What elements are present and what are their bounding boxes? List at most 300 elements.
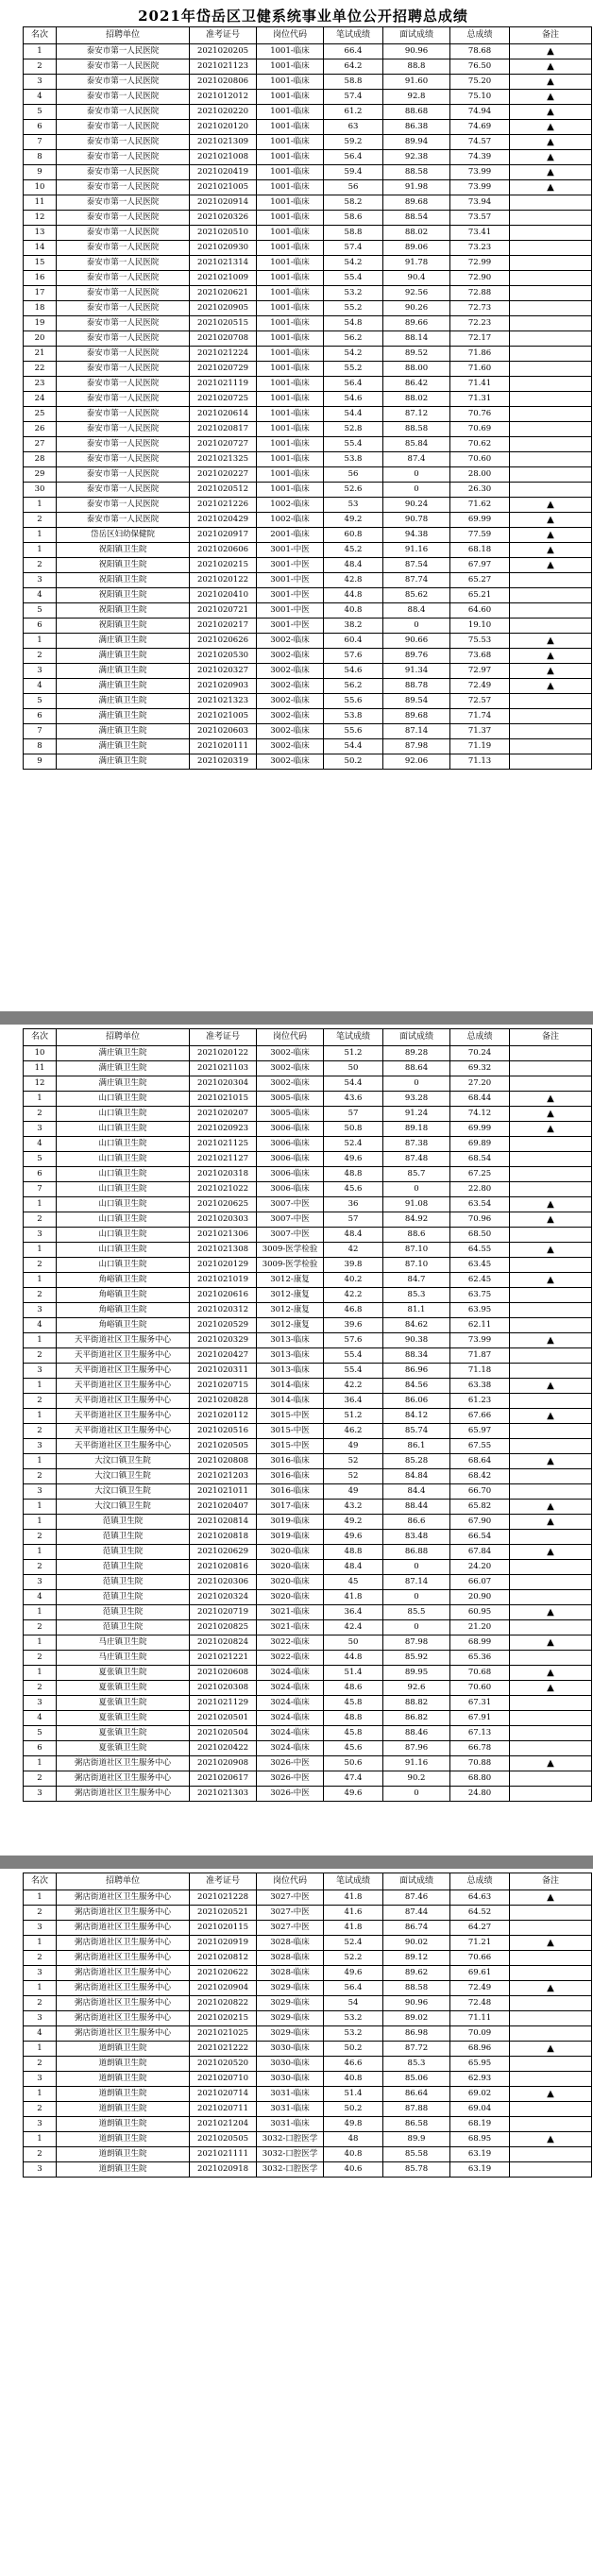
cell-rank: 1 xyxy=(24,1409,57,1424)
cell-unit: 泰安市第一人民医院 xyxy=(57,467,190,483)
cell-ticket-no: 2021021222 xyxy=(190,2042,257,2057)
cell-unit: 山口镇卫生院 xyxy=(57,1228,190,1243)
cell-interview-score: 89.66 xyxy=(383,316,450,331)
hired-mark-icon: ▲ xyxy=(510,105,592,120)
cell-written-score: 48.8 xyxy=(324,1545,383,1560)
cell-total-score: 69.99 xyxy=(450,1122,510,1137)
cell-interview-score: 87.54 xyxy=(383,558,450,573)
cell-rank: 6 xyxy=(24,1167,57,1182)
table-row xyxy=(24,256,592,271)
cell-interview-score: 94.38 xyxy=(383,528,450,543)
cell-ticket-no: 2021020710 xyxy=(190,2072,257,2087)
cell-total-score: 69.99 xyxy=(450,513,510,528)
cell-interview-score: 87.46 xyxy=(383,1890,450,1906)
cell-post-code: 3002-临床 xyxy=(257,1076,324,1092)
cell-unit: 道朗镇卫生院 xyxy=(57,2132,190,2147)
cell-written-score: 46.6 xyxy=(324,2057,383,2072)
cell-written-score: 55.6 xyxy=(324,724,383,739)
cell-written-score: 49.6 xyxy=(324,1152,383,1167)
cell-written-score: 42 xyxy=(324,1243,383,1258)
cell-remark xyxy=(510,286,592,301)
cell-ticket-no: 2021020917 xyxy=(190,528,257,543)
cell-unit: 粥店街道社区卫生服务中心 xyxy=(57,1951,190,1966)
cell-post-code: 3028-临床 xyxy=(257,1966,324,1981)
cell-written-score: 49.2 xyxy=(324,513,383,528)
cell-interview-score: 0 xyxy=(383,619,450,634)
cell-interview-score: 0 xyxy=(383,1620,450,1635)
cell-written-score: 54.4 xyxy=(324,1076,383,1092)
hired-mark-icon: ▲ xyxy=(510,1122,592,1137)
cell-written-score: 53.8 xyxy=(324,709,383,724)
table-row xyxy=(24,1364,592,1379)
cell-total-score: 72.88 xyxy=(450,286,510,301)
cell-unit: 夏张镇卫生院 xyxy=(57,1711,190,1726)
cell-rank: 3 xyxy=(24,1484,57,1500)
cell-ticket-no: 2021020530 xyxy=(190,649,257,664)
cell-rank: 6 xyxy=(24,709,57,724)
cell-ticket-no: 2021020818 xyxy=(190,1530,257,1545)
cell-written-score: 57 xyxy=(324,1107,383,1122)
cell-post-code: 1001-临床 xyxy=(257,437,324,452)
cell-total-score: 63.45 xyxy=(450,1258,510,1273)
cell-ticket-no: 2021020521 xyxy=(190,1906,257,1921)
cell-ticket-no: 2021020419 xyxy=(190,165,257,180)
cell-post-code: 2001-临床 xyxy=(257,528,324,543)
column-header-remark: 备注 xyxy=(510,27,592,44)
cell-ticket-no: 2021021226 xyxy=(190,498,257,513)
cell-post-code: 3016-临床 xyxy=(257,1484,324,1500)
table-row xyxy=(24,165,592,180)
hired-mark-icon: ▲ xyxy=(510,150,592,165)
cell-unit: 满庄镇卫生院 xyxy=(57,1076,190,1092)
hired-mark-icon: ▲ xyxy=(510,1605,592,1620)
cell-total-score: 74.12 xyxy=(450,1107,510,1122)
cell-unit: 山口镇卫生院 xyxy=(57,1092,190,1107)
table-row xyxy=(24,1333,592,1348)
cell-unit: 泰安市第一人民医院 xyxy=(57,392,190,407)
cell-ticket-no: 2021020806 xyxy=(190,75,257,90)
cell-rank: 5 xyxy=(24,1726,57,1741)
cell-total-score: 72.23 xyxy=(450,316,510,331)
cell-unit: 泰安市第一人民医院 xyxy=(57,105,190,120)
cell-interview-score: 88.58 xyxy=(383,165,450,180)
cell-unit: 祝阳镇卫生院 xyxy=(57,588,190,603)
table-row xyxy=(24,195,592,211)
cell-ticket-no: 2021020429 xyxy=(190,513,257,528)
cell-unit: 夏张镇卫生院 xyxy=(57,1696,190,1711)
cell-ticket-no: 2021020715 xyxy=(190,1379,257,1394)
cell-rank: 10 xyxy=(24,180,57,195)
cell-interview-score: 88.02 xyxy=(383,392,450,407)
cell-interview-score: 88.34 xyxy=(383,1348,450,1364)
cell-total-score: 71.41 xyxy=(450,377,510,392)
cell-unit: 山口镇卫生院 xyxy=(57,1152,190,1167)
cell-ticket-no: 2021020410 xyxy=(190,588,257,603)
cell-rank: 1 xyxy=(24,2132,57,2147)
cell-total-score: 67.66 xyxy=(450,1409,510,1424)
cell-written-score: 64.2 xyxy=(324,59,383,75)
cell-rank: 14 xyxy=(24,241,57,256)
cell-total-score: 66.70 xyxy=(450,1484,510,1500)
cell-interview-score: 91.60 xyxy=(383,75,450,90)
cell-post-code: 3020-临床 xyxy=(257,1575,324,1590)
cell-post-code: 3002-临床 xyxy=(257,1061,324,1076)
cell-remark xyxy=(510,2011,592,2026)
cell-rank: 7 xyxy=(24,135,57,150)
hired-mark-icon: ▲ xyxy=(510,2042,592,2057)
cell-written-score: 53.2 xyxy=(324,2026,383,2042)
table-row xyxy=(24,1515,592,1530)
cell-total-score: 74.57 xyxy=(450,135,510,150)
cell-unit: 泰安市第一人民医院 xyxy=(57,256,190,271)
cell-interview-score: 90.96 xyxy=(383,44,450,59)
cell-written-score: 53.8 xyxy=(324,452,383,467)
cell-rank: 3 xyxy=(24,664,57,679)
cell-rank: 15 xyxy=(24,256,57,271)
cell-remark xyxy=(510,1996,592,2011)
table-row xyxy=(24,1890,592,1906)
cell-post-code: 3001-中医 xyxy=(257,543,324,558)
results-page-2 xyxy=(23,1028,584,1802)
cell-post-code: 1001-临床 xyxy=(257,44,324,59)
cell-remark xyxy=(510,1348,592,1364)
cell-interview-score: 81.1 xyxy=(383,1303,450,1318)
cell-ticket-no: 2021020617 xyxy=(190,1771,257,1787)
cell-total-score: 68.19 xyxy=(450,2117,510,2132)
cell-ticket-no: 2021021325 xyxy=(190,452,257,467)
table-row xyxy=(24,1620,592,1635)
cell-rank: 1 xyxy=(24,634,57,649)
cell-remark xyxy=(510,1651,592,1666)
cell-interview-score: 90.4 xyxy=(383,271,450,286)
cell-interview-score: 88.44 xyxy=(383,1500,450,1515)
cell-post-code: 3015-中医 xyxy=(257,1439,324,1454)
cell-post-code: 3026-中医 xyxy=(257,1756,324,1771)
cell-ticket-no: 2021021011 xyxy=(190,1484,257,1500)
hired-mark-icon: ▲ xyxy=(510,44,592,59)
cell-total-score: 72.49 xyxy=(450,679,510,694)
cell-rank: 16 xyxy=(24,271,57,286)
cell-total-score: 73.94 xyxy=(450,195,510,211)
cell-unit: 道朗镇卫生院 xyxy=(57,2072,190,2087)
cell-total-score: 71.62 xyxy=(450,498,510,513)
cell-ticket-no: 2021020606 xyxy=(190,543,257,558)
cell-remark xyxy=(510,754,592,770)
cell-written-score: 45.6 xyxy=(324,1182,383,1197)
cell-unit: 角峪镇卫生院 xyxy=(57,1288,190,1303)
cell-interview-score: 87.38 xyxy=(383,1137,450,1152)
cell-interview-score: 91.08 xyxy=(383,1197,450,1212)
table-row xyxy=(24,437,592,452)
hired-mark-icon: ▲ xyxy=(510,558,592,573)
cell-written-score: 54.4 xyxy=(324,407,383,422)
cell-total-score: 72.90 xyxy=(450,271,510,286)
cell-ticket-no: 2021020608 xyxy=(190,1666,257,1681)
cell-ticket-no: 2021021008 xyxy=(190,150,257,165)
cell-written-score: 41.8 xyxy=(324,1890,383,1906)
cell-rank: 6 xyxy=(24,120,57,135)
cell-written-score: 59.4 xyxy=(324,165,383,180)
cell-written-score: 55.4 xyxy=(324,1348,383,1364)
cell-written-score: 52.2 xyxy=(324,1951,383,1966)
cell-written-score: 41.8 xyxy=(324,1590,383,1605)
cell-remark xyxy=(510,739,592,754)
results-page-3 xyxy=(23,1873,584,2178)
cell-remark xyxy=(510,256,592,271)
cell-ticket-no: 2021020903 xyxy=(190,679,257,694)
table-row xyxy=(24,528,592,543)
cell-interview-score: 88.46 xyxy=(383,1726,450,1741)
column-header-written-score: 笔试成绩 xyxy=(324,27,383,44)
cell-post-code: 3012-康复 xyxy=(257,1273,324,1288)
hired-mark-icon: ▲ xyxy=(510,1515,592,1530)
cell-interview-score: 84.12 xyxy=(383,1409,450,1424)
cell-rank: 3 xyxy=(24,1696,57,1711)
cell-unit: 天平街道社区卫生服务中心 xyxy=(57,1333,190,1348)
cell-rank: 5 xyxy=(24,105,57,120)
table-row xyxy=(24,1469,592,1484)
cell-unit: 满庄镇卫生院 xyxy=(57,664,190,679)
cell-interview-score: 91.78 xyxy=(383,256,450,271)
cell-written-score: 49.2 xyxy=(324,1515,383,1530)
cell-rank: 8 xyxy=(24,739,57,754)
cell-unit: 满庄镇卫生院 xyxy=(57,754,190,770)
cell-written-score: 36.4 xyxy=(324,1605,383,1620)
cell-post-code: 3019-临床 xyxy=(257,1530,324,1545)
cell-interview-score: 88.8 xyxy=(383,59,450,75)
cell-remark xyxy=(510,1696,592,1711)
table-row xyxy=(24,59,592,75)
cell-written-score: 58.6 xyxy=(324,211,383,226)
cell-written-score: 63 xyxy=(324,120,383,135)
cell-written-score: 51.4 xyxy=(324,1666,383,1681)
cell-post-code: 3007-中医 xyxy=(257,1228,324,1243)
cell-total-score: 24.80 xyxy=(450,1787,510,1802)
column-header-total-score: 总成绩 xyxy=(450,1873,510,1890)
cell-ticket-no: 2021020501 xyxy=(190,1711,257,1726)
cell-total-score: 67.97 xyxy=(450,558,510,573)
cell-unit: 泰安市第一人民医院 xyxy=(57,407,190,422)
cell-post-code: 1001-临床 xyxy=(257,377,324,392)
cell-ticket-no: 2021020329 xyxy=(190,1333,257,1348)
cell-written-score: 52 xyxy=(324,1454,383,1469)
cell-post-code: 3020-临床 xyxy=(257,1590,324,1605)
cell-rank: 3 xyxy=(24,1966,57,1981)
cell-remark xyxy=(510,709,592,724)
cell-remark xyxy=(510,1771,592,1787)
cell-rank: 1 xyxy=(24,1197,57,1212)
cell-total-score: 68.95 xyxy=(450,2132,510,2147)
cell-rank: 21 xyxy=(24,347,57,362)
hired-mark-icon: ▲ xyxy=(510,513,592,528)
cell-post-code: 1001-临床 xyxy=(257,407,324,422)
cell-written-score: 48.6 xyxy=(324,1681,383,1696)
table-row xyxy=(24,347,592,362)
cell-interview-score: 89.54 xyxy=(383,694,450,709)
cell-written-score: 58.8 xyxy=(324,75,383,90)
cell-written-score: 44.8 xyxy=(324,1651,383,1666)
cell-rank: 1 xyxy=(24,528,57,543)
cell-unit: 泰安市第一人民医院 xyxy=(57,498,190,513)
table-row xyxy=(24,211,592,226)
cell-remark xyxy=(510,1787,592,1802)
cell-unit: 道朗镇卫生院 xyxy=(57,2057,190,2072)
cell-post-code: 3006-临床 xyxy=(257,1122,324,1137)
hired-mark-icon: ▲ xyxy=(510,1936,592,1951)
table-row xyxy=(24,1741,592,1756)
cell-unit: 粥店街道社区卫生服务中心 xyxy=(57,1906,190,1921)
cell-rank: 1 xyxy=(24,2042,57,2057)
cell-written-score: 66.4 xyxy=(324,44,383,59)
cell-rank: 2 xyxy=(24,558,57,573)
cell-unit: 泰安市第一人民医院 xyxy=(57,301,190,316)
table-row xyxy=(24,1061,592,1076)
hired-mark-icon: ▲ xyxy=(510,498,592,513)
cell-rank: 1 xyxy=(24,1890,57,1906)
cell-remark xyxy=(510,467,592,483)
cell-post-code: 3005-临床 xyxy=(257,1092,324,1107)
cell-ticket-no: 2021020629 xyxy=(190,1545,257,1560)
cell-unit: 满庄镇卫生院 xyxy=(57,724,190,739)
cell-total-score: 65.82 xyxy=(450,1500,510,1515)
table-row xyxy=(24,135,592,150)
cell-ticket-no: 2021020729 xyxy=(190,362,257,377)
cell-interview-score: 91.34 xyxy=(383,664,450,679)
cell-rank: 1 xyxy=(24,1635,57,1651)
table-row xyxy=(24,2072,592,2087)
cell-interview-score: 88.02 xyxy=(383,226,450,241)
cell-post-code: 3028-临床 xyxy=(257,1951,324,1966)
cell-total-score: 22.80 xyxy=(450,1182,510,1197)
cell-interview-score: 89.62 xyxy=(383,1966,450,1981)
cell-interview-score: 85.3 xyxy=(383,2057,450,2072)
cell-written-score: 45.6 xyxy=(324,1741,383,1756)
cell-rank: 9 xyxy=(24,754,57,770)
cell-ticket-no: 2021021025 xyxy=(190,2026,257,2042)
table-row xyxy=(24,1122,592,1137)
cell-interview-score: 90.38 xyxy=(383,1333,450,1348)
table-row xyxy=(24,739,592,754)
cell-interview-score: 91.16 xyxy=(383,543,450,558)
cell-interview-score: 87.10 xyxy=(383,1243,450,1258)
cell-remark xyxy=(510,1575,592,1590)
cell-remark xyxy=(510,362,592,377)
cell-post-code: 3002-临床 xyxy=(257,739,324,754)
table-row xyxy=(24,301,592,316)
cell-unit: 祝阳镇卫生院 xyxy=(57,619,190,634)
cell-rank: 20 xyxy=(24,331,57,347)
cell-remark xyxy=(510,211,592,226)
cell-rank: 2 xyxy=(24,1651,57,1666)
cell-total-score: 26.30 xyxy=(450,483,510,498)
cell-unit: 泰安市第一人民医院 xyxy=(57,241,190,256)
cell-total-score: 63.95 xyxy=(450,1303,510,1318)
column-header-interview-score: 面试成绩 xyxy=(383,1029,450,1046)
cell-rank: 2 xyxy=(24,1951,57,1966)
cell-total-score: 63.75 xyxy=(450,1288,510,1303)
cell-remark xyxy=(510,1966,592,1981)
table-row xyxy=(24,709,592,724)
cell-ticket-no: 2021021308 xyxy=(190,1243,257,1258)
cell-remark xyxy=(510,1741,592,1756)
cell-post-code: 1001-临床 xyxy=(257,392,324,407)
table-row xyxy=(24,226,592,241)
cell-post-code: 3032-口腔医学 xyxy=(257,2147,324,2162)
cell-unit: 范镇卫生院 xyxy=(57,1545,190,1560)
cell-interview-score: 91.98 xyxy=(383,180,450,195)
cell-ticket-no: 2021021309 xyxy=(190,135,257,150)
cell-ticket-no: 2021021005 xyxy=(190,709,257,724)
cell-unit: 泰安市第一人民医院 xyxy=(57,226,190,241)
table-row xyxy=(24,1696,592,1711)
cell-remark xyxy=(510,1921,592,1936)
cell-total-score: 70.76 xyxy=(450,407,510,422)
cell-unit: 泰安市第一人民医院 xyxy=(57,437,190,452)
cell-remark xyxy=(510,1137,592,1152)
cell-remark xyxy=(510,2162,592,2178)
cell-unit: 祝阳镇卫生院 xyxy=(57,603,190,619)
cell-interview-score: 84.92 xyxy=(383,1212,450,1228)
cell-written-score: 50.2 xyxy=(324,2042,383,2057)
table-row xyxy=(24,2026,592,2042)
cell-total-score: 64.52 xyxy=(450,1906,510,1921)
cell-interview-score: 84.7 xyxy=(383,1273,450,1288)
cell-post-code: 3021-临床 xyxy=(257,1620,324,1635)
cell-written-score: 56.2 xyxy=(324,679,383,694)
cell-rank: 1 xyxy=(24,1500,57,1515)
cell-total-score: 71.87 xyxy=(450,1348,510,1364)
cell-ticket-no: 2021021009 xyxy=(190,271,257,286)
cell-remark xyxy=(510,1726,592,1741)
cell-post-code: 1001-临床 xyxy=(257,150,324,165)
cell-written-score: 51.2 xyxy=(324,1409,383,1424)
table-row xyxy=(24,2087,592,2102)
cell-interview-score: 91.16 xyxy=(383,1756,450,1771)
cell-rank: 6 xyxy=(24,1741,57,1756)
cell-unit: 天平街道社区卫生服务中心 xyxy=(57,1394,190,1409)
cell-written-score: 59.2 xyxy=(324,135,383,150)
cell-rank: 17 xyxy=(24,286,57,301)
cell-rank: 12 xyxy=(24,211,57,226)
column-header-rank: 名次 xyxy=(24,1873,57,1890)
table-row xyxy=(24,1951,592,1966)
cell-post-code: 3024-临床 xyxy=(257,1666,324,1681)
cell-written-score: 47.4 xyxy=(324,1771,383,1787)
cell-interview-score: 88.54 xyxy=(383,211,450,226)
hired-mark-icon: ▲ xyxy=(510,1890,592,1906)
cell-total-score: 69.04 xyxy=(450,2102,510,2117)
cell-remark xyxy=(510,724,592,739)
cell-total-score: 73.57 xyxy=(450,211,510,226)
cell-remark xyxy=(510,2072,592,2087)
cell-total-score: 70.09 xyxy=(450,2026,510,2042)
cell-total-score: 70.96 xyxy=(450,1212,510,1228)
cell-interview-score: 85.3 xyxy=(383,1288,450,1303)
table-row xyxy=(24,1182,592,1197)
cell-rank: 13 xyxy=(24,226,57,241)
cell-remark xyxy=(510,1424,592,1439)
cell-post-code: 3006-临床 xyxy=(257,1182,324,1197)
cell-total-score: 69.02 xyxy=(450,2087,510,2102)
cell-interview-score: 86.96 xyxy=(383,1364,450,1379)
cell-rank: 2 xyxy=(24,2057,57,2072)
cell-unit: 泰安市第一人民医院 xyxy=(57,135,190,150)
cell-remark xyxy=(510,437,592,452)
cell-written-score: 49.8 xyxy=(324,2117,383,2132)
cell-post-code: 1002-临床 xyxy=(257,498,324,513)
cell-rank: 2 xyxy=(24,1996,57,2011)
cell-unit: 道朗镇卫生院 xyxy=(57,2102,190,2117)
